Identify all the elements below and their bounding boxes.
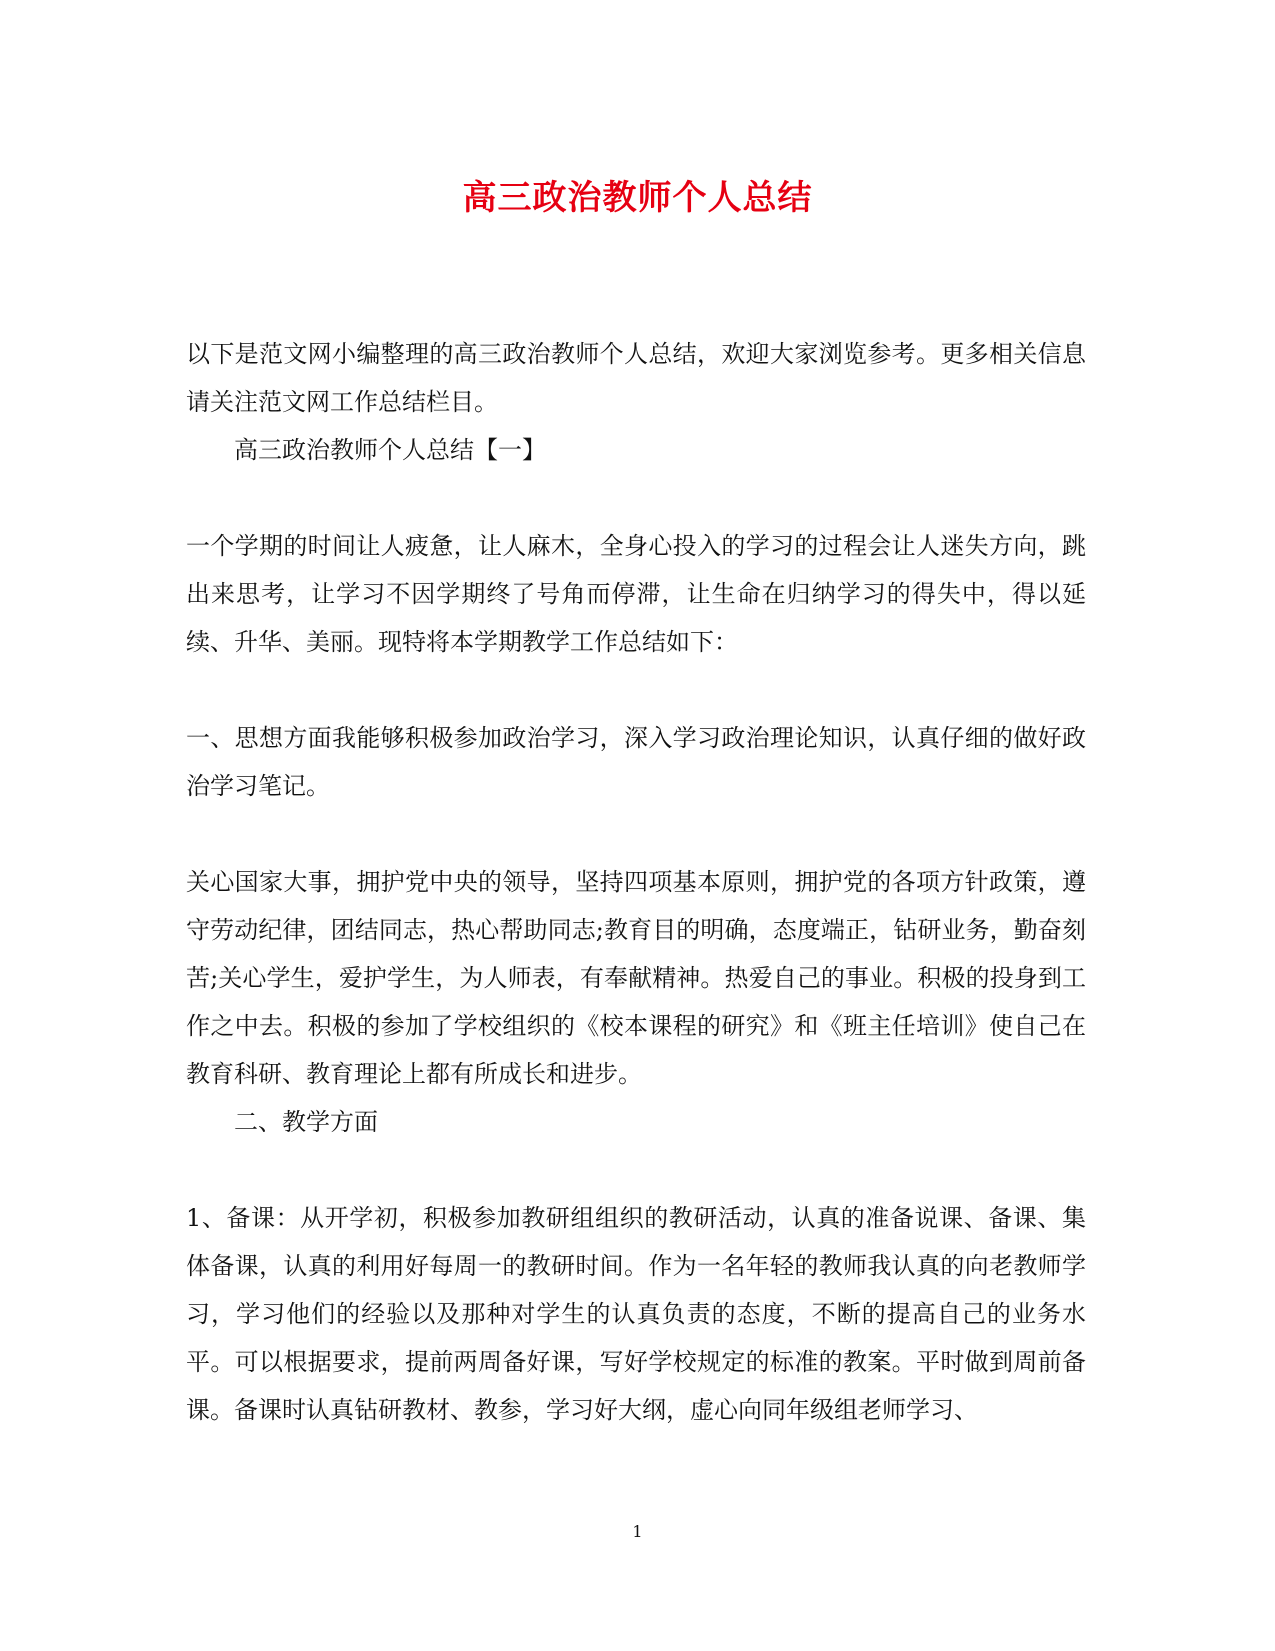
politics-paragraph: 关心国家大事，拥护党中央的领导，坚持四项基本原则，拥护党的各项方针政策，遵守劳动纪律，团结同志，热心帮助同志;教育目的明确，态度端正，钻研业务，勤奋刻苦;关心学生，爱护学生，为人师表，有奉献精神。热爱自己的事业。积极的投身到工作之中去。积极的参加了学校组织的《校本课程的研究》和《班主任培训》使自己在教育科研、教育理论上都有所成长和进步。: [186, 868, 1086, 1088]
document-body: [186, 330, 1086, 1434]
document-title: 高三政治教师个人总结: [462, 178, 813, 218]
thought-paragraph: 一、思想方面我能够积极参加政治学习，深入学习政治理论知识，认真仔细的做好政治学习笔记。: [186, 724, 1086, 800]
section-heading-one: 高三政治教师个人总结【一】: [234, 436, 546, 464]
page-number: 1: [632, 1522, 643, 1541]
intro-paragraph: 以下是范文网小编整理的高三政治教师个人总结，欢迎大家浏览参考。更多相关信息请关注范文网工作总结栏目。: [186, 340, 1086, 416]
opening-paragraph: 一个学期的时间让人疲惫，让人麻木，全身心投入的学习的过程会让人迷失方向，跳出来思考，让学习不因学期终了号角而停滞，让生命在归纳学习的得失中，得以延续、升华、美丽。现特将本学期教学工作总结如下：: [186, 532, 1086, 656]
teaching-heading: 二、教学方面: [234, 1108, 378, 1136]
lesson-prep-paragraph: 1、备课：从开学初，积极参加教研组组织的教研活动，认真的准备说课、备课、集体备课，认真的利用好每周一的教研时间。作为一名年轻的教师我认真的向老教师学习，学习他们的经验以及那种对学生的认真负责的态度，不断的提高自己的业务水平。可以根据要求，提前两周备好课，写好学校规定的标准的教案。平时做到周前备课。备课时认真钻研教材、教参，学习好大纲，虚心向同年级组老师学习、: [186, 1204, 1086, 1424]
